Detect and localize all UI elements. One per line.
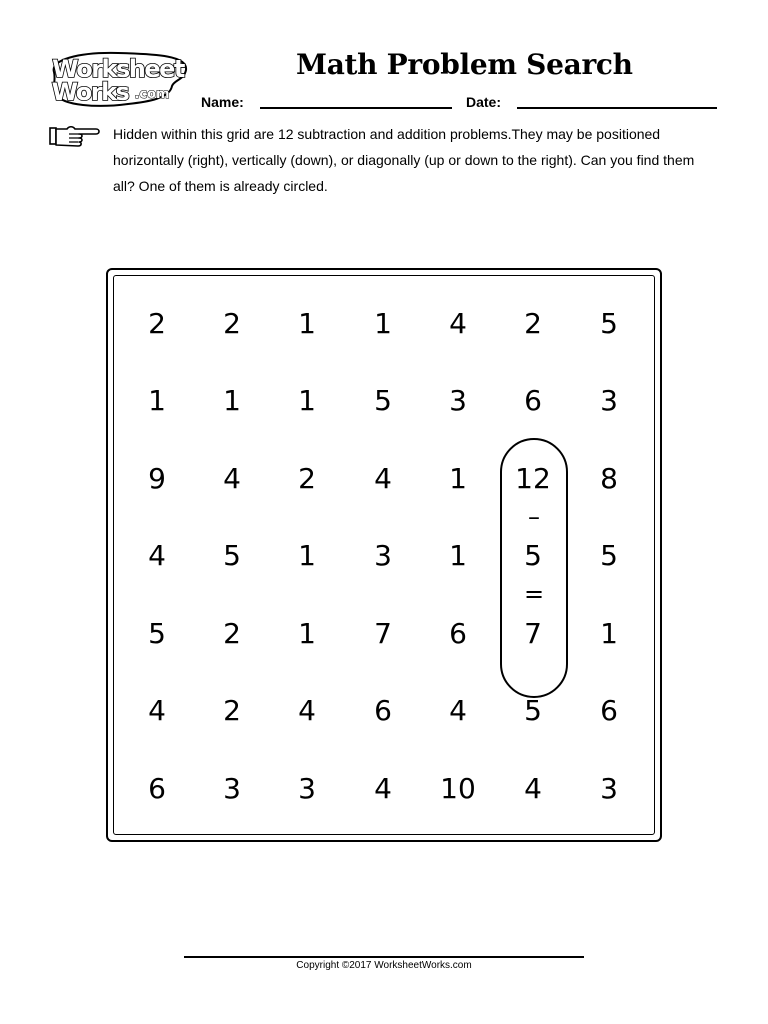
- grid-cell[interactable]: 2: [524, 307, 542, 340]
- grid-cell[interactable]: 2: [223, 694, 241, 727]
- grid-cell[interactable]: 4: [449, 694, 467, 727]
- grid-cell[interactable]: 7: [524, 617, 542, 650]
- grid-cell[interactable]: 1: [449, 462, 467, 495]
- grid-cell[interactable]: 1: [449, 539, 467, 572]
- grid-cell[interactable]: 5: [374, 384, 392, 417]
- worksheetworks-logo: [48, 50, 190, 110]
- grid-cell[interactable]: 2: [298, 462, 316, 495]
- grid-cell[interactable]: 6: [600, 694, 618, 727]
- grid-cell[interactable]: 4: [524, 772, 542, 805]
- grid-cell[interactable]: 6: [524, 384, 542, 417]
- grid-cell[interactable]: 1: [298, 307, 316, 340]
- grid-cell[interactable]: 10: [440, 772, 476, 805]
- grid-cell[interactable]: 3: [600, 772, 618, 805]
- grid-cell[interactable]: 6: [148, 772, 166, 805]
- date-label: Date:: [466, 94, 502, 110]
- grid-cell[interactable]: 2: [223, 307, 241, 340]
- grid-cell[interactable]: 7: [374, 617, 392, 650]
- grid-cell[interactable]: 1: [298, 617, 316, 650]
- grid-cell[interactable]: 1: [298, 384, 316, 417]
- grid-cell[interactable]: 6: [374, 694, 392, 727]
- name-label: Name:: [201, 94, 244, 110]
- date-field[interactable]: [517, 107, 717, 109]
- grid-cell[interactable]: 1: [223, 384, 241, 417]
- circled-minus-sign: –: [528, 503, 540, 531]
- pointing-hand-icon: [49, 124, 101, 148]
- grid-cell[interactable]: 5: [524, 539, 542, 572]
- grid-cell[interactable]: 1: [298, 539, 316, 572]
- logo-suffix: .com: [134, 87, 170, 102]
- grid-cell[interactable]: 5: [600, 307, 618, 340]
- grid-cell[interactable]: 4: [148, 539, 166, 572]
- grid-cell[interactable]: 8: [600, 462, 618, 495]
- grid-cell[interactable]: 3: [298, 772, 316, 805]
- grid-cell[interactable]: 4: [298, 694, 316, 727]
- grid-cell[interactable]: 5: [148, 617, 166, 650]
- grid-cell[interactable]: 3: [600, 384, 618, 417]
- grid-cell[interactable]: 12: [515, 462, 551, 495]
- grid-cell[interactable]: 1: [600, 617, 618, 650]
- name-field[interactable]: [260, 107, 452, 109]
- grid-cell[interactable]: 4: [148, 694, 166, 727]
- grid-cell[interactable]: 6: [449, 617, 467, 650]
- grid-cell[interactable]: 2: [223, 617, 241, 650]
- grid-cell[interactable]: 3: [223, 772, 241, 805]
- circled-equals-sign: =: [523, 580, 545, 608]
- grid-cell[interactable]: 9: [148, 462, 166, 495]
- logo-line1: Worksheet: [52, 55, 184, 83]
- grid-cell[interactable]: 5: [600, 539, 618, 572]
- grid-cell[interactable]: 4: [449, 307, 467, 340]
- instructions-text: Hidden within this grid are 12 subtraction and addition problems.They may be positioned horizontally (right), vertically (down), or diagonally (up or down to the right). Can you find them all? One of them is already circled.: [113, 126, 695, 194]
- logo-line2: Works: [51, 78, 129, 106]
- grid-cell[interactable]: 5: [223, 539, 241, 572]
- grid-cell[interactable]: 3: [449, 384, 467, 417]
- grid-cell[interactable]: 2: [148, 307, 166, 340]
- footer-rule: [184, 956, 584, 958]
- grid-cell[interactable]: 1: [148, 384, 166, 417]
- grid-cell[interactable]: 4: [374, 462, 392, 495]
- grid-cell[interactable]: 4: [223, 462, 241, 495]
- page-title: Math Problem Search: [296, 48, 633, 81]
- grid-cell[interactable]: 5: [524, 694, 542, 727]
- copyright-text: Copyright ©2017 WorksheetWorks.com: [296, 960, 472, 971]
- grid-cell[interactable]: 4: [374, 772, 392, 805]
- grid-cell[interactable]: 1: [374, 307, 392, 340]
- grid-cell[interactable]: 3: [374, 539, 392, 572]
